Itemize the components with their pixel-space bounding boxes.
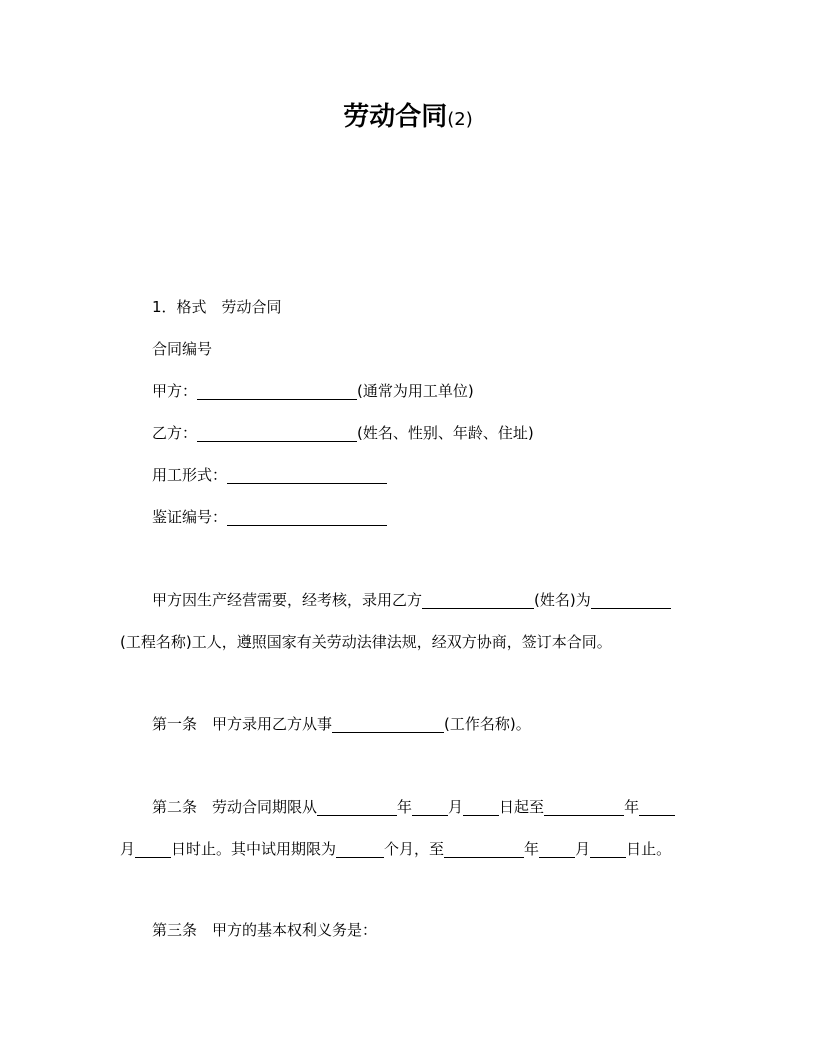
employment-form-blank[interactable] [227,467,387,484]
party-a-blank[interactable] [197,383,357,400]
intro-text-b: (姓名)为 [534,591,591,609]
day-until-label: 日时止。其中试用期限为 [171,840,337,858]
day-end-label: 日止。 [626,840,672,858]
title-main: 劳动合同 [343,102,448,132]
probation-day-blank[interactable] [590,841,626,858]
page-title [0,100,816,137]
article-1-line [152,714,531,734]
year-label-2: 年 [624,798,640,816]
intro-line-2: (工程名称)工人，遵照国家有关劳动法律法规，经双方协商，签订本合同。 [120,633,612,651]
job-title-blank[interactable] [332,716,444,733]
year-label-3: 年 [524,840,540,858]
article-2-line-1 [152,797,675,817]
article-1-text-b: (工作名称)。 [444,715,531,733]
appraisal-number-line [152,507,387,527]
party-b-blank[interactable] [197,425,357,442]
probation-month-blank[interactable] [539,841,575,858]
article-2-text-a: 第二条 劳动合同期限从 [152,798,318,816]
month-label-1: 月 [448,798,464,816]
end-year-blank[interactable] [544,799,624,816]
month-label-3: 月 [575,840,591,858]
employment-form-label: 用工形式： [152,466,228,484]
project-name-blank[interactable] [591,592,671,609]
end-day-blank[interactable] [135,841,171,858]
start-month-blank[interactable] [412,799,448,816]
employment-form-line [152,465,387,485]
appraisal-number-blank[interactable] [227,509,387,526]
start-day-blank[interactable] [463,799,499,816]
end-month-blank[interactable] [639,799,675,816]
day-from-label: 日起至 [499,798,545,816]
format-line: 1．格式 劳动合同 [152,298,282,316]
contract-number-label: 合同编号 [152,340,213,358]
appraisal-number-label: 鉴证编号： [152,508,228,526]
party-b-note: (姓名、性别、年龄、住址) [357,424,534,442]
article-2-line-2 [120,839,671,859]
worker-name-blank[interactable] [422,592,534,609]
article-1-text-a: 第一条 甲方录用乙方从事 [152,715,333,733]
probation-year-blank[interactable] [444,841,524,858]
year-label-1: 年 [397,798,413,816]
months-to-label: 个月，至 [384,840,445,858]
probation-months-blank[interactable] [336,841,384,858]
start-year-blank[interactable] [317,799,397,816]
article-3-line: 第三条 甲方的基本权利义务是： [152,921,378,939]
party-b-line [152,423,534,443]
party-a-line [152,381,474,401]
title-suffix: (2) [447,109,473,130]
party-a-note: (通常为用工单位) [357,382,474,400]
intro-line-1 [152,590,671,610]
month-label-2: 月 [120,840,136,858]
party-b-label: 乙方： [152,424,198,442]
party-a-label: 甲方： [152,382,198,400]
intro-text-a: 甲方因生产经营需要，经考核，录用乙方 [152,591,423,609]
